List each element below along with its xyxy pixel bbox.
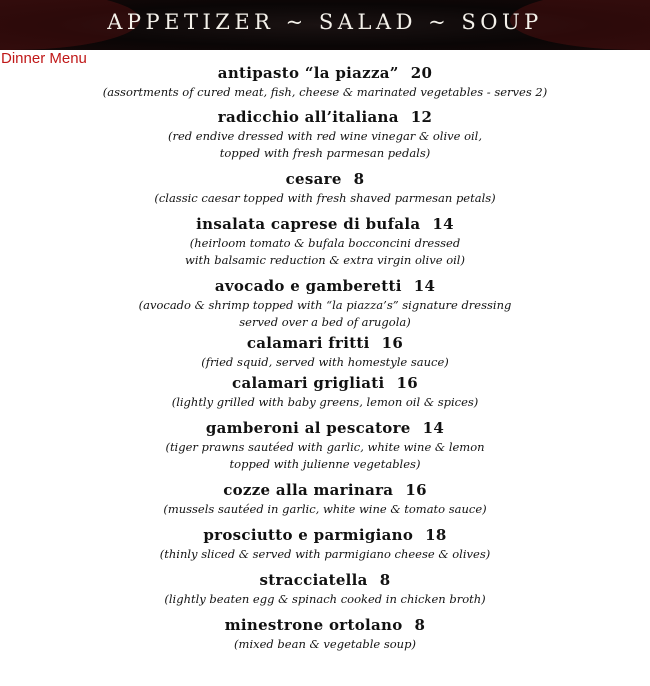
item-heading [0,275,650,297]
item-description: (lightly grilled with baby greens, lemon oil & spices) [171,395,479,409]
menu-item [0,332,650,371]
menu-list [0,62,650,653]
menu-item [0,524,650,563]
item-name: gamberoni al pescatore [205,419,411,437]
dinner-menu-label: Dinner Menu [1,50,87,67]
item-price: 20 [410,64,433,82]
item-price: 8 [353,170,365,188]
item-heading [0,479,650,501]
item-description: (fried squid, served with homestyle sauce) [201,355,449,369]
menu-item [0,479,650,518]
header-banner [0,0,650,50]
item-name: prosciutto e parmigiano [203,526,414,544]
menu-item [0,106,650,162]
item-name: insalata caprese di bufala [196,215,421,233]
item-price: 8 [379,571,391,589]
item-heading [0,417,650,439]
item-description: (thinly sliced & served with parmigiano cheese & olives) [159,547,491,561]
item-description: (classic caesar topped with fresh shaved parmesan petals) [154,191,496,205]
menu-item [0,614,650,653]
item-price: 8 [414,616,426,634]
item-price: 14 [422,419,445,437]
item-heading [0,106,650,128]
menu-item [0,213,650,269]
item-price: 14 [432,215,454,233]
item-name: stracciatella [259,571,368,589]
item-description: (avocado & shrimp topped with “la piazza’s” signature dressing served over a bed of arugola) [138,298,512,329]
item-price: 12 [410,108,433,126]
menu-item [0,417,650,473]
menu-item [0,569,650,608]
menu-item [0,62,650,101]
item-description: (lightly beaten egg & spinach cooked in chicken broth) [164,592,486,606]
item-price: 16 [396,374,418,392]
item-heading [0,62,650,84]
item-description: (mixed bean & vegetable soup) [234,637,416,651]
section-title: APPETIZER ~ SALAD ~ SOUP [107,10,543,34]
item-description: (assortments of cured meat, fish, cheese & marinated vegetables - serves 2) [102,85,548,99]
item-heading [0,614,650,636]
item-description: (heirloom tomato & bufala bocconcini dressed with balsamic reduction & extra virgin olive oil) [185,236,465,267]
item-price: 14 [413,277,436,295]
item-name: calamari grigliati [232,374,385,392]
item-heading [0,524,650,546]
item-price: 16 [405,481,427,499]
item-name: cozze alla marinara [223,481,394,499]
menu-item [0,275,650,331]
item-name: radicchio all’italiana [217,108,399,126]
item-description: (red endive dressed with red wine vinegar & olive oil, topped with fresh parmesan pedals) [167,129,483,160]
item-name: cesare [285,170,342,188]
item-price: 16 [381,334,404,352]
item-name: calamari fritti [246,334,370,352]
item-name: minestrone ortolano [224,616,403,634]
item-description: (tiger prawns sautéed with garlic, white wine & lemon topped with julienne vegetables) [165,440,485,471]
item-name: avocado e gamberetti [214,277,402,295]
item-heading [0,213,650,235]
item-name: antipasto “la piazza” [217,64,399,82]
item-price: 18 [425,526,447,544]
item-heading [0,569,650,591]
item-description: (mussels sautéed in garlic, white wine & tomato sauce) [163,502,487,516]
item-heading [0,168,650,190]
menu-item [0,372,650,411]
item-heading [0,332,650,354]
menu-item [0,168,650,207]
item-heading [0,372,650,394]
